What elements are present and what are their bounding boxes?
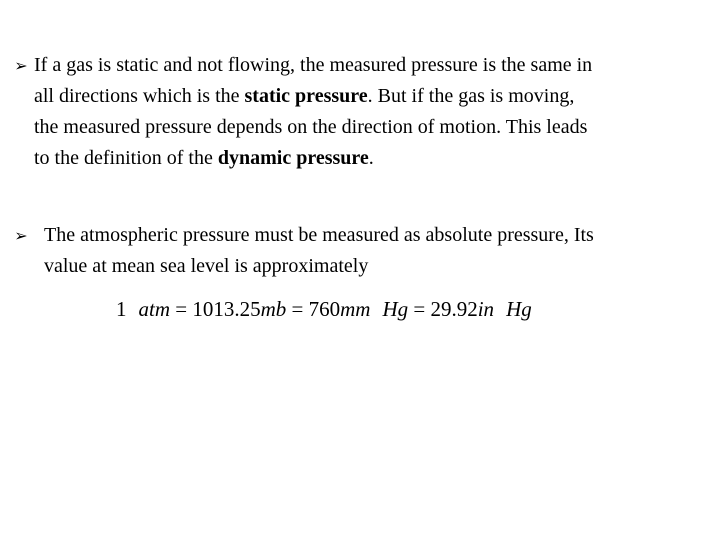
text-line: The atmospheric pressure must be measured as absolute pressure, Its xyxy=(44,224,594,246)
unit-in: in xyxy=(477,297,495,321)
arrow-bullet-icon: ➢ xyxy=(14,226,28,245)
bullet-static-dynamic-pressure xyxy=(10,50,710,174)
text-line: all directions which is the static pressure. But if the gas is moving, xyxy=(34,85,575,107)
text-line: the measured pressure depends on the direction of motion. This leads xyxy=(34,116,588,138)
text-line: If a gas is static and not flowing, the measured pressure is the same in xyxy=(34,54,593,76)
text-line: to the definition of the dynamic pressure. xyxy=(34,147,374,169)
static-pressure-term: static pressure xyxy=(244,85,368,107)
bullet-text xyxy=(44,220,710,282)
unit-atm: atm xyxy=(138,297,170,321)
atm-conversion-equation xyxy=(116,294,532,324)
equation-part: = 29.92 xyxy=(408,297,478,321)
unit-mb: mb xyxy=(260,297,287,321)
unit-hg: Hg xyxy=(506,297,532,321)
equation-part: = 1013.25 xyxy=(170,297,261,321)
bullet-text xyxy=(34,50,710,174)
dynamic-pressure-term: dynamic pressure xyxy=(217,147,369,169)
equation-number: 1 xyxy=(116,297,127,321)
arrow-bullet-icon: ➢ xyxy=(14,56,28,75)
bullet-atmospheric-pressure xyxy=(10,220,710,282)
equation-part: = 760 xyxy=(286,297,341,321)
text-line: value at mean sea level is approximately xyxy=(44,255,369,277)
unit-mm: mm xyxy=(340,297,371,321)
unit-hg: Hg xyxy=(382,297,409,321)
